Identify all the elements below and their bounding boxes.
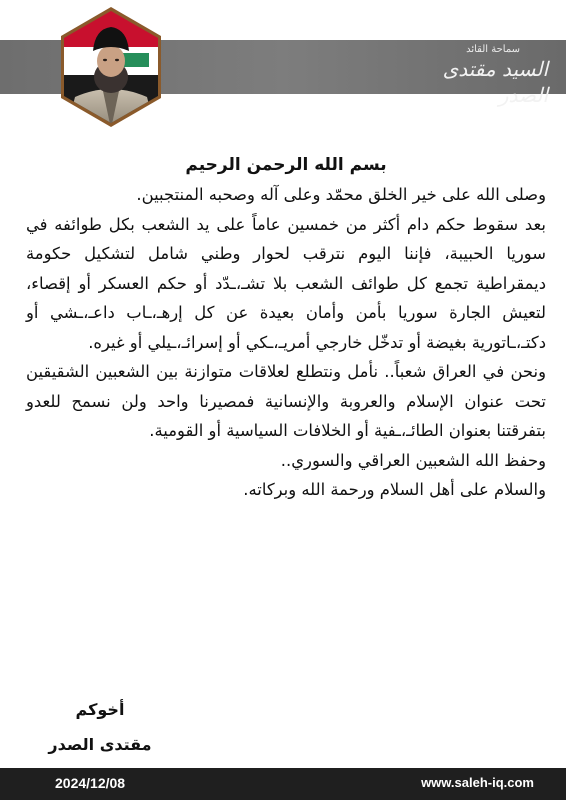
closing-greeting: والسلام على أهل السلام ورحمة الله وبركاته. [243,480,546,499]
footer-website-link[interactable]: www.saleh-iq.com [421,775,534,790]
footer-date: 2024/12/08 [55,775,126,791]
salutation-line: وصلى الله على خير الخلق محمّد وعلى آله وصحبه المنتجبين. [136,185,546,204]
portrait-photo-icon [57,5,165,129]
letter-body [26,152,546,505]
paragraph-iraq: ونحن في العراق شعباً.. نأمل ونتطلع لعلاقات متوازنة بين الشعبين الشقيقين تحت عنوان الإسلام والعروبة والإنسانية فمصيرنا واحد ولن نسمح للعدو بتفرقتنا بعنوان الطائـ،ـفية أو الخلافات السياسية أو القومية. [26,362,546,440]
basmala-heading: بسم الله الرحمن الرحيم [185,155,387,175]
header-calligraphy-logo [418,44,548,107]
paragraph-syria: بعد سقوط حكم دام أكثر من خمسين عاماً على يد الشعب بكل طوائفه في سوريا الحبيبة، فإننا اليوم نترقب لحوار وطني شامل لتشكيل حكومة ديمقراطية تجمع كل طوائف الشعب بلا تشـ،ـدّد أو حكم العسكر أو إقصاء، لتعيش الجارة سوريا بأمن وأمان بعيدة عن كل إرهـ،ـاب داعـ،ـشي أو دكتـ،ـاتورية بغيضة أو تدخّل خارجي أمريـ،ـكي أو إسرائـ،ـيلي أو غيره. [26,214,546,352]
closing-prayer: وحفظ الله الشعبين العراقي والسوري.. [280,450,546,470]
portrait-photo [57,5,165,129]
header-calligraphy-name: السيد مقتدى الصدر [442,57,548,107]
signature-name: مقتدى الصدر [48,735,152,754]
header-calligraphy-title: سماحة القائد [466,44,520,55]
signature-brother: أخوكم [75,700,125,719]
